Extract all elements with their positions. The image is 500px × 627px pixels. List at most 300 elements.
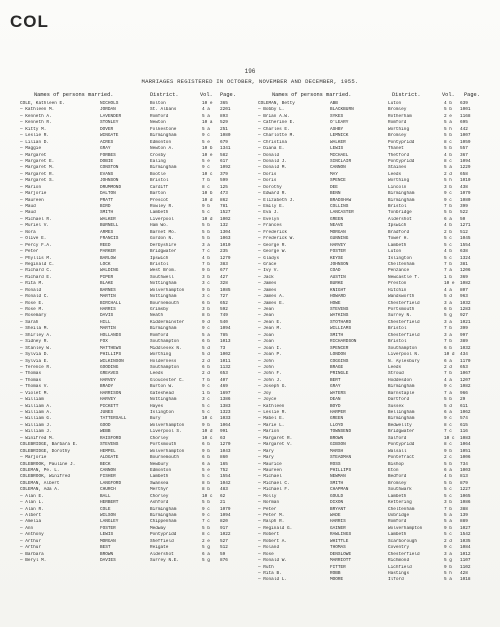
- entry-volume: 3 a: [444, 300, 452, 306]
- entry-district: Nottingham: [150, 294, 177, 300]
- entry-volume: 9 b: [202, 204, 210, 209]
- entry-name: — Edward R.: [258, 191, 287, 197]
- entry-page: 1027: [460, 525, 471, 531]
- entry-spouse-surname: FOX: [100, 339, 108, 345]
- entry-name: — James: [258, 287, 277, 293]
- entry-spouse-surname: BRAGE: [330, 364, 344, 370]
- entry-spouse-surname: NEAVE: [330, 223, 344, 229]
- entry-volume: 5 b: [202, 229, 210, 235]
- entry-district: Lambeth: [388, 493, 407, 499]
- entry-spouse-surname: MATTHEWS: [100, 345, 122, 351]
- entry-page: 1080: [220, 133, 231, 139]
- entry-page: 428: [460, 570, 468, 576]
- entry-name: — William J.: [20, 422, 52, 428]
- entry-volume: 9 b: [202, 422, 210, 428]
- entry-spouse-surname: MORGAN: [100, 538, 116, 544]
- entry-volume: 7 b: [444, 204, 452, 209]
- entry-spouse-surname: LEWIS: [100, 532, 114, 538]
- entry-volume: 8 b: [202, 487, 210, 493]
- entry-page: 1064: [220, 422, 231, 428]
- entry-spouse-surname: WINGATE: [100, 133, 119, 139]
- entry-name: — Peter: [258, 506, 277, 512]
- entry-spouse-surname: WILSON: [100, 513, 116, 518]
- entry-spouse-surname: FOSTER: [330, 249, 346, 255]
- entry-district: Southwark: [388, 487, 412, 493]
- entry-spouse-surname: KNIGHT: [330, 287, 346, 293]
- entry-district: Chesterfield: [388, 319, 420, 325]
- entry-volume: 9 b: [444, 564, 452, 570]
- entry-name: — Ronald W.: [258, 558, 287, 564]
- entry-spouse-surname: JOHNSON: [100, 178, 119, 184]
- entry-name: — Ann: [20, 525, 34, 531]
- entry-district: Eton: [388, 467, 399, 473]
- entry-name: — Lilian D.: [20, 139, 49, 145]
- entry-district: Gateshead: [150, 390, 174, 396]
- entry-volume: 9 b: [444, 525, 452, 531]
- entry-page: 860: [220, 455, 228, 461]
- entry-spouse-surname: RAWLINGS: [330, 532, 352, 538]
- entry-spouse-surname: BARNES: [100, 287, 116, 293]
- entry-page: 879: [460, 480, 468, 486]
- entry-spouse-surname: GOULD: [330, 493, 344, 499]
- entry-page: 876: [220, 558, 228, 564]
- entry-name: COLEBRIDGE, Dorothy: [20, 448, 71, 454]
- entry-volume: 5 e: [202, 139, 210, 145]
- entry-name: — Mary: [258, 455, 274, 461]
- entry-district: Lambeth: [150, 474, 169, 480]
- entry-page: 59: [220, 551, 226, 557]
- entry-volume: 5 c: [202, 210, 210, 216]
- entry-page: 434: [460, 352, 468, 358]
- entry-volume: 3 c: [202, 397, 210, 403]
- entry-volume: 5 a: [444, 165, 452, 171]
- entry-district: Ilford: [388, 577, 404, 583]
- entry-volume: 5 b: [202, 500, 210, 506]
- entry-spouse-surname: MORGAN: [330, 229, 346, 235]
- entry-name: — Norman: [258, 500, 280, 506]
- entry-volume: 8 c: [202, 184, 210, 190]
- entry-spouse-surname: STEVENS: [330, 307, 349, 312]
- entry-spouse-surname: WILKINSON: [100, 358, 124, 364]
- entry-page: 1094: [460, 158, 471, 164]
- entry-district: Barton: [150, 191, 166, 197]
- entry-name: — Marion: [258, 429, 280, 435]
- entry-spouse-surname: SINCLAIR: [330, 158, 352, 164]
- entry-page: 1042: [220, 480, 231, 486]
- entry-district: Burton W.: [150, 384, 174, 390]
- entry-page: 1084: [460, 545, 471, 551]
- entry-spouse-surname: BIRCHALL: [100, 300, 122, 306]
- entry-spouse-surname: MOORE: [330, 577, 344, 583]
- entry-spouse-surname: ALDGATE: [100, 455, 119, 461]
- entry-spouse-surname: WALDING: [100, 268, 119, 274]
- entry-volume: 10 b: [202, 146, 213, 152]
- entry-page: 1082: [460, 384, 471, 390]
- entry-district: N. Aylesbury: [388, 358, 420, 364]
- entry-volume: 5 g: [202, 558, 210, 564]
- entry-name: — Kathleen: [258, 403, 285, 409]
- entry-spouse-surname: HARRIS: [330, 519, 346, 525]
- entry-page: 512: [460, 229, 468, 235]
- entry-spouse-surname: KEYSE: [330, 255, 344, 261]
- entry-volume: 9 b: [444, 448, 452, 454]
- entry-volume: 5 c: [202, 410, 210, 415]
- entry-page: 1227: [460, 487, 471, 493]
- entry-volume: 6 b: [444, 307, 452, 312]
- entry-spouse-surname: ROBB: [330, 570, 341, 576]
- entry-spouse-surname: HARVEY: [100, 397, 116, 403]
- entry-spouse-surname: COGGINS: [330, 358, 349, 364]
- entry-volume: 5 a: [444, 519, 452, 525]
- entry-spouse-surname: HOWARD: [330, 294, 346, 300]
- entry-page: 116: [460, 429, 468, 435]
- entry-district: Newbury: [150, 461, 169, 467]
- entry-name: — William A.: [20, 403, 52, 409]
- entry-district: Folkestone: [150, 126, 177, 132]
- entry-volume: 2 b: [444, 229, 452, 235]
- entry-spouse-surname: PARKER: [100, 249, 116, 255]
- entry-page: 734: [460, 461, 468, 467]
- entry-page: 927: [460, 313, 468, 319]
- entry-name: — Margaret R.: [20, 171, 55, 177]
- entry-page: 677: [220, 268, 228, 274]
- entry-page: 1006: [460, 455, 471, 461]
- entry-page: 379: [220, 171, 228, 177]
- entry-district: Newcastle T.: [388, 274, 420, 280]
- entry-name: — Ruth: [258, 564, 274, 570]
- entry-volume: 5 e: [202, 467, 210, 473]
- entry-name: COLEMAN, Pe. L.: [20, 467, 60, 473]
- entry-volume: 4 b: [444, 152, 452, 158]
- entry-page: 1083: [460, 435, 471, 441]
- entry-page: 1010: [460, 178, 471, 184]
- entry-spouse-surname: LLOYD: [330, 422, 344, 428]
- entry-district: Leeds: [388, 171, 402, 177]
- entry-name: — Thomas V.: [20, 384, 49, 390]
- entry-page: 1102: [460, 564, 471, 570]
- entry-spouse-surname: MARTIN: [100, 326, 116, 332]
- entry-spouse-surname: BARLOW: [100, 255, 116, 261]
- entry-spouse-surname: WALKER: [330, 139, 346, 145]
- entry-page: 1032: [460, 345, 471, 351]
- entry-name: — Sylvia E.: [20, 358, 49, 364]
- entry-district: Southampton: [150, 339, 179, 345]
- entry-district: Bristol: [150, 178, 169, 184]
- entry-spouse-surname: CANNON: [100, 467, 116, 473]
- entry-volume: 3 b: [444, 500, 452, 506]
- entry-page: 139: [460, 513, 468, 518]
- entry-volume: 5 c: [444, 255, 452, 261]
- entry-spouse-surname: LONDON: [330, 352, 346, 358]
- entry-name: — Maud: [20, 204, 36, 209]
- entry-name: — Jack: [258, 274, 274, 280]
- entry-district: Lambeth: [150, 210, 169, 216]
- entry-page: 599: [220, 178, 228, 184]
- entry-volume: 10 d: [444, 352, 455, 358]
- entry-district: Middlesex N.: [150, 345, 182, 351]
- entry-spouse-surname: GUNNING: [330, 236, 349, 242]
- entry-volume: 5 a: [202, 126, 210, 132]
- entry-page: 1067: [460, 371, 471, 377]
- entry-volume: 9 c: [202, 326, 210, 332]
- entry-volume: 3 a: [444, 332, 452, 338]
- entry-spouse-surname: HARVEY: [330, 242, 346, 248]
- entry-name: — William A.: [20, 410, 52, 415]
- entry-district: Pontypridd: [388, 158, 415, 164]
- entry-spouse-surname: LEWIS: [330, 146, 344, 152]
- entry-volume: 8 b: [202, 313, 210, 319]
- entry-volume: 7 b: [444, 261, 452, 267]
- entry-name: — Rose M.: [20, 307, 44, 312]
- entry-volume: 10 e: [202, 101, 213, 106]
- entry-spouse-surname: HARVEY: [100, 377, 116, 383]
- entry-volume: 5 c: [444, 532, 452, 538]
- entry-district: Ealing: [150, 158, 166, 164]
- entry-spouse-surname: WADE: [330, 513, 341, 518]
- entry-spouse-surname: BIRD: [100, 204, 111, 209]
- entry-name: — Arthur: [20, 538, 42, 544]
- entry-page: 1079: [460, 191, 471, 197]
- entry-volume: 10 d: [202, 216, 213, 222]
- entry-volume: 5 b: [444, 210, 452, 216]
- entry-district: Surrey N.E.: [150, 558, 179, 564]
- entry-district: Pontefract: [388, 455, 415, 461]
- entry-spouse-surname: BEST: [100, 545, 111, 551]
- entry-name: — Gladys: [258, 255, 280, 261]
- entry-spouse-surname: BECK: [100, 461, 111, 467]
- entry-name: — Elizabeth J.: [258, 197, 295, 203]
- entry-district: Chorley: [150, 493, 169, 499]
- entry-page: 991: [220, 429, 228, 435]
- entry-spouse-surname: PRATT: [100, 197, 114, 203]
- entry-district: Gordon N.: [150, 236, 174, 242]
- entry-volume: 7 b: [444, 506, 452, 512]
- entry-volume: 9 b: [202, 287, 210, 293]
- entry-page: 1132: [220, 364, 231, 370]
- entry-page: 893: [220, 113, 228, 119]
- entry-name: — John: [258, 358, 274, 364]
- column-headers: [0, 92, 500, 100]
- entry-name: — Margaret M.: [20, 165, 55, 171]
- entry-name: — Donald J.: [258, 158, 287, 164]
- entry-volume: 5 c: [202, 403, 210, 409]
- entry-district: Liverpool: [150, 216, 174, 222]
- entry-district: Prescot: [150, 197, 169, 203]
- entry-spouse-surname: FORBES: [100, 152, 116, 158]
- entry-page: 21: [220, 500, 226, 506]
- entry-name: — Winifred M.: [20, 435, 55, 441]
- entry-spouse-surname: BALL: [100, 493, 111, 499]
- entry-name: COLEBROOK, Pauline J.: [20, 461, 76, 467]
- entry-district: Bristol: [150, 261, 169, 267]
- entry-volume: 9 c: [202, 513, 210, 518]
- entry-volume: 8 c: [444, 158, 452, 164]
- entry-page: 1018: [460, 577, 471, 583]
- entry-page: 557: [460, 146, 468, 152]
- entry-district: Bromley: [388, 480, 407, 486]
- entry-volume: 10 d: [202, 429, 213, 435]
- entry-page: 1697: [220, 390, 231, 396]
- entry-name: — Rosemary: [20, 313, 47, 319]
- entry-volume: 5 a: [444, 513, 452, 518]
- entry-page: 1022: [220, 532, 231, 538]
- entry-name: — Rose E.: [20, 300, 44, 306]
- entry-spouse-surname: GREEN: [330, 216, 344, 222]
- entry-district: Lichfield: [388, 564, 412, 570]
- register-entry: [258, 577, 500, 583]
- entry-name: — Alan E.: [20, 493, 44, 499]
- entry-district: Birmingham: [388, 197, 415, 203]
- entry-name: — Christina: [258, 139, 287, 145]
- entry-volume: 5 b: [202, 223, 210, 229]
- entry-district: Birmingham: [388, 384, 415, 390]
- entry-volume: 2 d: [444, 538, 452, 544]
- entry-page: 1383: [220, 403, 231, 409]
- entry-name: — Charlotte M.: [258, 133, 295, 139]
- entry-volume: 9 c: [444, 416, 452, 422]
- entry-district: Chippenham: [150, 519, 177, 525]
- entry-page: 617: [220, 158, 228, 164]
- entry-district: Lambeth: [388, 532, 407, 538]
- entry-name: — Ronald L.: [258, 577, 287, 583]
- entry-name: — Thomas: [20, 371, 42, 377]
- entry-name: — Joan I.: [258, 345, 282, 351]
- entry-name: — Ralph R.: [258, 519, 285, 525]
- entry-page: 785: [220, 332, 228, 338]
- entry-district: Romford: [388, 120, 407, 126]
- entry-spouse-surname: FOSTER: [100, 525, 116, 531]
- entry-name: — Sylvia D.: [20, 352, 49, 358]
- entry-volume: 7 b: [202, 261, 210, 267]
- entry-volume: 8 c: [202, 532, 210, 538]
- entry-name: — Molly: [258, 493, 277, 499]
- entry-name: — Amelia: [20, 519, 42, 525]
- entry-district: Aldershot: [388, 216, 412, 222]
- entry-spouse-surname: DAVIES: [100, 558, 116, 564]
- entry-district: Chesterfield: [388, 300, 420, 306]
- entry-spouse-surname: WHITTLE: [330, 538, 349, 544]
- entry-page: 1013: [220, 339, 231, 345]
- entry-spouse-surname: HARRIS: [100, 307, 116, 312]
- entry-spouse-surname: GREEN: [330, 416, 344, 422]
- entry-spouse-surname: NICHOLS: [100, 101, 119, 106]
- entry-district: Islington: [388, 255, 412, 261]
- entry-page: 1051: [460, 448, 471, 454]
- entry-page: 1043: [220, 448, 231, 454]
- entry-spouse-surname: PHILLIPS: [330, 467, 352, 473]
- entry-volume: 4 b: [444, 101, 452, 106]
- entry-district: Newton: [150, 120, 166, 126]
- entry-page: 1283: [460, 307, 471, 312]
- entry-page: 1032: [460, 300, 471, 306]
- entry-volume: 10 b: [202, 191, 213, 197]
- entry-page: 1063: [220, 236, 231, 242]
- entry-spouse-surname: EVANS: [100, 171, 114, 177]
- entry-spouse-surname: GAINER: [330, 525, 346, 531]
- entry-volume: 7 b: [444, 371, 452, 377]
- left-entries-column: [20, 101, 265, 565]
- entry-spouse-surname: HEMPEL: [100, 448, 116, 454]
- entry-spouse-surname: COLLINS: [330, 204, 349, 209]
- entry-volume: 7 a: [444, 268, 452, 274]
- entry-name: — Robert: [258, 532, 280, 538]
- entry-spouse-surname: WILLIAMS: [330, 326, 352, 332]
- entry-spouse-surname: REED: [100, 242, 111, 248]
- entry-page: 1323: [220, 410, 231, 415]
- entry-volume: 5 d: [202, 352, 210, 358]
- entry-spouse-surname: PIPER: [100, 274, 114, 280]
- entry-district: Bristol: [388, 326, 407, 332]
- entry-district: Nottingham: [150, 281, 177, 287]
- entry-spouse-surname: STONLEY: [100, 120, 119, 126]
- entry-spouse-surname: HARPER: [330, 410, 346, 415]
- entry-district: Pontypridd: [388, 442, 415, 448]
- entry-name: — Charles E.: [258, 126, 290, 132]
- entry-page: 679: [220, 139, 228, 145]
- entry-district: Portsmouth: [150, 442, 177, 448]
- entry-district: Penzance: [388, 268, 410, 274]
- entry-volume: 5 b: [444, 480, 452, 486]
- entry-name: — Joan: [258, 339, 274, 345]
- entry-name: — Margaret S.: [20, 178, 55, 184]
- entry-district: Romford: [150, 332, 169, 338]
- entry-name: — Margaret R.: [258, 435, 293, 441]
- entry-name: — Thomas: [20, 377, 42, 383]
- entry-spouse-surname: CHURCH: [100, 487, 116, 493]
- entry-page: 652: [220, 300, 228, 306]
- entry-page: 442: [460, 126, 468, 132]
- entry-spouse-surname: GOOD: [100, 422, 111, 428]
- entry-name: — Roland: [258, 545, 280, 551]
- entry-name: — James: [258, 281, 277, 287]
- entry-volume: 2 d: [444, 171, 452, 177]
- entry-page: 529: [220, 120, 228, 126]
- entry-district: Wolverhampton: [150, 448, 185, 454]
- entry-district: Southampton: [388, 345, 417, 351]
- entry-volume: 4 b: [444, 474, 452, 480]
- entry-district: Barnstaple: [388, 390, 415, 396]
- entry-spouse-surname: BRADSHAW: [330, 197, 352, 203]
- entry-volume: 2 d: [202, 358, 210, 364]
- entry-volume: 5 b: [444, 107, 452, 113]
- entry-page: 367: [460, 152, 468, 158]
- entry-name: — Maud: [20, 210, 36, 216]
- entry-name: — Percy F.A.: [20, 242, 52, 248]
- entry-volume: 8 b: [202, 480, 210, 486]
- entry-district: Bridgwater: [150, 249, 177, 255]
- entry-page: 73: [220, 345, 226, 351]
- entry-page: 1011: [220, 358, 231, 364]
- entry-name: — Frederick: [258, 229, 287, 235]
- entry-district: Hitchin: [388, 287, 407, 293]
- entry-name: — Joyce: [258, 397, 277, 403]
- entry-district: Stroud: [388, 371, 404, 377]
- entry-spouse-surname: HARRISON: [100, 390, 122, 396]
- entry-district: Romford: [388, 519, 407, 525]
- entry-volume: 7 b: [202, 377, 210, 383]
- entry-spouse-surname: SPENCER: [330, 345, 349, 351]
- entry-volume: 5 c: [444, 493, 452, 499]
- entry-page: 1170: [460, 358, 471, 364]
- entry-spouse-surname: DEE: [330, 184, 338, 190]
- entry-spouse-surname: SMITH: [100, 210, 114, 216]
- entry-district: St. Albans: [150, 107, 177, 113]
- entry-volume: 4 a: [202, 107, 210, 113]
- entry-name: COLE, Kathleen E.: [20, 101, 65, 106]
- entry-spouse-surname: COLE: [100, 506, 111, 512]
- entry-district: Rowley R.: [150, 204, 174, 209]
- entry-volume: 5 h: [444, 178, 452, 184]
